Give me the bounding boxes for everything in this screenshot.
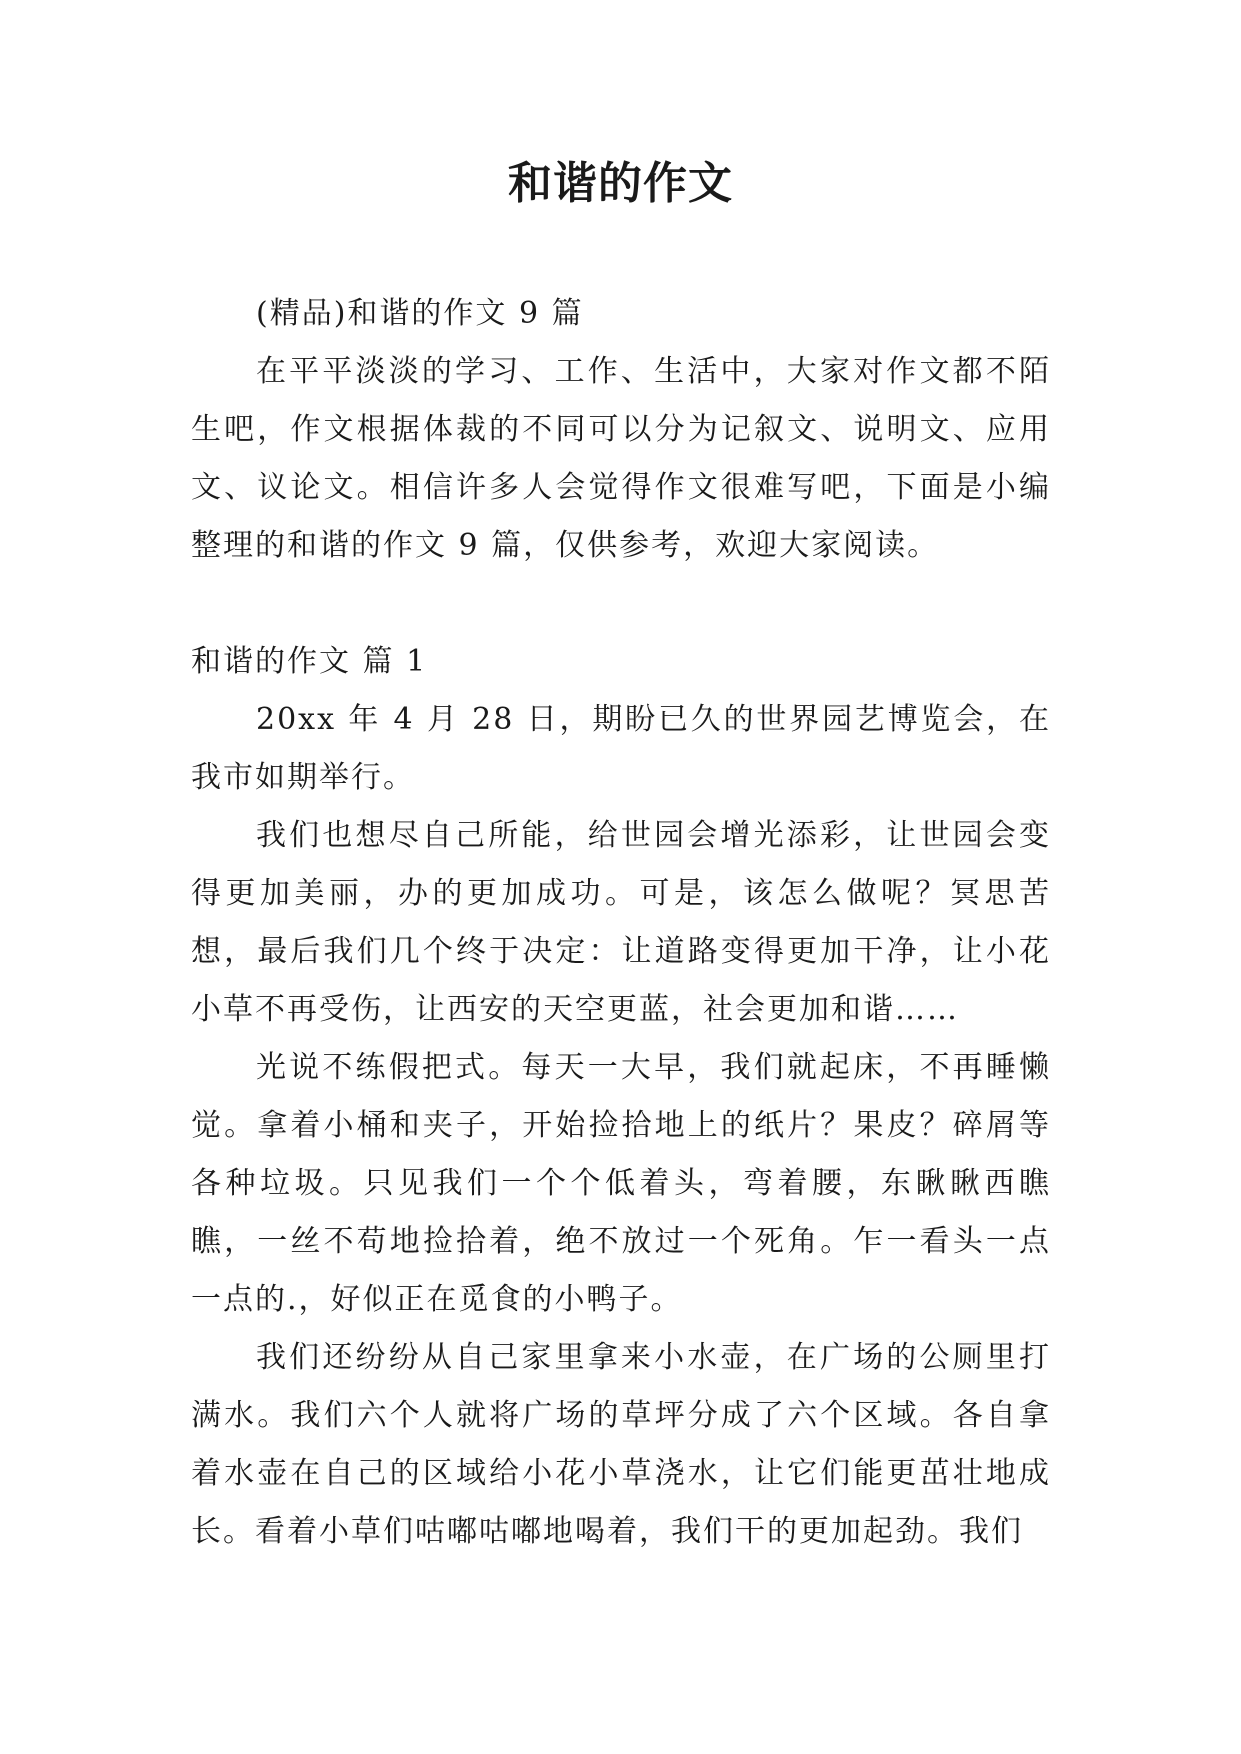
section-spacer — [191, 575, 1051, 633]
body-paragraph: 我们也想尽自己所能，给世园会增光添彩，让世园会变得更加美丽，办的更加成功。可是，该怎么做呢？冥思苦想，最后我们几个终于决定：让道路变得更加干净，让小花小草不再受伤，让西安的天空更蓝，社会更加和谐…… — [191, 818, 1051, 1027]
body-paragraph: 20xx 年 4 月 28 日，期盼已久的世界园艺博览会，在我市如期举行。 — [191, 702, 1051, 795]
document-title: 和谐的作文 — [508, 158, 733, 209]
intro-paragraph: 在平平淡淡的学习、工作、生活中，大家对作文都不陌生吧，作文根据体裁的不同可以分为记叙文、说明文、应用文、议论文。相信许多人会觉得作文很难写吧，下面是小编整理的和谐的作文 9 篇，仅供参考，欢迎大家阅读。 — [191, 354, 1051, 563]
section-heading: 和谐的作文 篇 1 — [191, 644, 428, 679]
document-body — [191, 285, 1051, 1561]
body-paragraph: 光说不练假把式。每天一大早，我们就起床，不再睡懒觉。拿着小桶和夹子，开始捡拾地上的纸片？果皮？碎屑等各种垃圾。只见我们一个个低着头，弯着腰，东瞅瞅西瞧瞧，一丝不苟地捡拾着，绝不放过一个死角。乍一看头一点一点的.，好似正在觅食的小鸭子。 — [191, 1050, 1051, 1317]
body-paragraph: 我们还纷纷从自己家里拿来小水壶，在广场的公厕里打满水。我们六个人就将广场的草坪分成了六个区域。各自拿着水壶在自己的区域给小花小草浇水，让它们能更茁壮地成长。看着小草们咕嘟咕嘟地喝着，我们干的更加起劲。我们 — [191, 1340, 1051, 1549]
document-subtitle: (精品)和谐的作文 9 篇 — [256, 296, 584, 331]
